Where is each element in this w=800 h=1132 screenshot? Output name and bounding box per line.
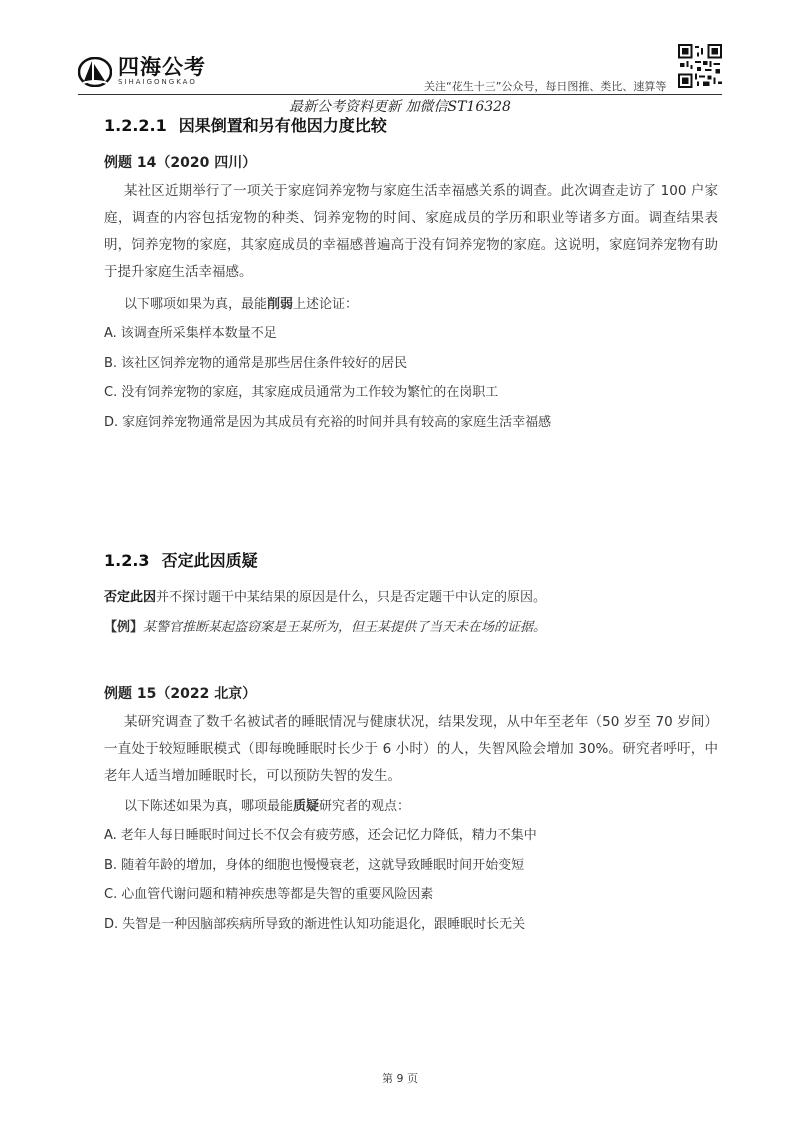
question-keyword: 质疑 [293,799,320,814]
section-heading [104,114,718,138]
example-tag: 【例】 [104,620,144,635]
section-number: 1.2.3 [104,551,150,570]
example-passage: 某研究调查了数千名被试者的睡眠情况与健康状况，结果发现，从中年至老年（50 岁至 70 岁间）一直处于较短睡眠模式（即每晚睡眠时长少于 6 小时）的人，失智风险会增加 30%。研究者呼吁，中老年人适当增加睡眠时长，可以预防失智的发生。 [104,714,718,784]
option-a: A. 该调查所采集样本数量不足 [104,326,277,341]
example-passage: 某社区近期举行了一项关于家庭饲养宠物与家庭生活幸福感关系的调查。此次调查走访了 100 户家庭，调查的内容包括宠物的种类、饲养宠物的时间、家庭成员的学历和职业等诸多方面。调查结果表明，饲养宠物的家庭，其家庭成员的幸福感普遍高于没有饲养宠物的家庭。这说明，家庭饲养宠物有助于提升家庭生活幸福感。 [104,183,718,280]
qr-code-icon [678,44,722,88]
section-number: 1.2.2.1 [104,116,167,135]
option-d: D. 失智是一种因脑部疾病所导致的渐进性认知功能退化，跟睡眠时长无关 [104,916,526,932]
option-c: C. 心血管代谢问题和精神疾患等都是失智的重要风险因素 [104,887,434,902]
page-content [104,114,718,939]
brand-logo [78,56,206,87]
option-b: B. 随着年龄的增加，身体的细胞也慢慢衰老，这就导致睡眠时间开始变短 [104,857,525,873]
option-c: C. 没有饲养宠物的家庭，其家庭成员通常为工作较为繁忙的在岗职工 [104,385,499,400]
option-b: B. 该社区饲养宠物的通常是那些居住条件较好的居民 [104,355,408,371]
illustration-example: 【例】某警官推断某起盗窃案是王某所为，但王某提供了当天未在场的证据。 [104,620,547,635]
question-stem: 以下陈述如果为真，哪项最能质疑研究者的观点： [124,799,411,814]
header-slogan: 关注“花生十三”公众号，每日图推、类比、速算等 [424,80,667,93]
question-stem: 以下哪项如果为真，最能削弱上述论证： [124,297,359,312]
header-divider [78,94,722,95]
example-title: 例题 15（2022 北京） [104,686,257,702]
question-keyword: 削弱 [267,297,294,312]
section-title: 否定此因质疑 [161,551,258,570]
sail-logo-icon [78,57,112,87]
section-heading [104,549,718,573]
definition-text: 否定此因并不探讨题干中某结果的原因是什么，只是否定题干中认定的原因。 [104,590,547,605]
definition-keyword: 否定此因 [104,590,157,605]
logo-pinyin: SIHAIGONGKAO [118,78,197,86]
watermark-text: 最新公考资料更新 加微信ST16328 [289,99,511,115]
example-title: 例题 14（2020 四川） [104,155,257,171]
section-title: 因果倒置和另有他因力度比较 [178,116,387,135]
page-number: 第 9 页 [382,1072,418,1085]
option-d: D. 家庭饲养宠物通常是因为其成员有充裕的时间并具有较高的家庭生活幸福感 [104,414,552,430]
logo-name: 四海公考 [118,55,206,79]
option-a: A. 老年人每日睡眠时间过长不仅会有疲劳感，还会记忆力降低，精力不集中 [104,828,537,843]
